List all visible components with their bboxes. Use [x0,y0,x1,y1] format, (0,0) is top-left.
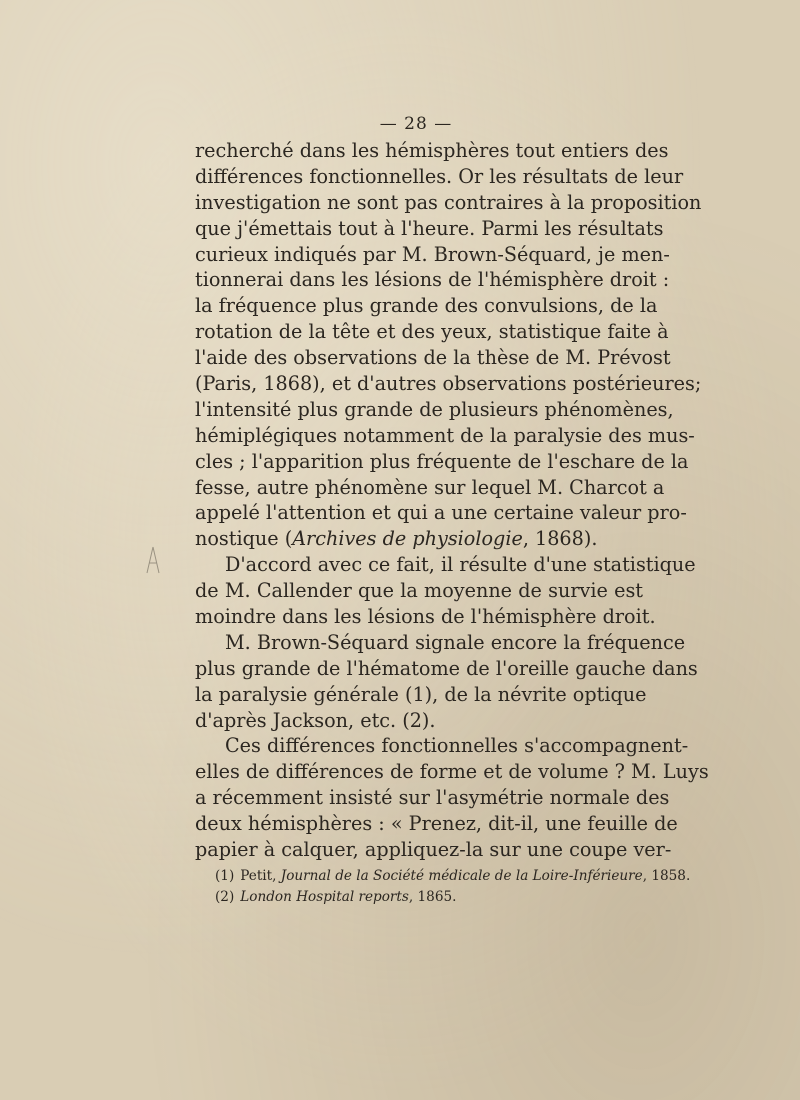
footnote-title: London Hospital reports [240,889,409,905]
text-line: M. Brown-Séquard signale encore la fréquence [225,630,686,654]
text-line: moindre dans les lésions de l'hémisphère droit. [195,605,656,629]
footnote-number: (1) [215,868,235,884]
text-line: différences fonctionnelles. Or les résultats de leur [195,164,684,188]
text-line: investigation ne sont pas contraires à la proposition [195,190,702,214]
text-line: hémiplégiques notamment de la paralysie des mus- [195,423,695,447]
text-line: tionnerai dans les lésions de l'hémisphère droit : [195,268,670,292]
text-span: , 1868). [522,527,598,551]
footnote-title: Journal de la Société médicale de la Loire-Inférieure [280,868,643,884]
text-line: D'accord avec ce fait, il résulte d'une statistique [225,553,696,577]
text-line: rotation de la tête et des yeux, statistique faite à [195,320,669,344]
footnote-author: Petit, [240,868,277,884]
text-line: curieux indiqués par M. Brown-Séquard, je men- [195,242,670,266]
text-line: cles ; l'apparition plus fréquente de l'eschare de la [195,449,689,473]
text-line: papier à calquer, appliquez-la sur une coupe ver- [195,838,672,862]
text-line: de M. Callender que la moyenne de survie est [195,579,643,603]
text-line: appelé l'attention et qui a une certaine valeur pro- [195,501,687,525]
text-line: (Paris, 1868), et d'autres observations postérieures; [195,372,702,396]
text-line: plus grande de l'hématome de l'oreille gauche dans [195,656,698,680]
footnote-number: (2) [215,889,235,905]
footnotes [215,866,691,908]
text-line: d'après Jackson, etc. (2). [195,708,436,732]
footnote [215,887,645,908]
journal-title: Archives de physiologie [292,527,523,551]
footnote-rest: , 1865. [408,889,457,905]
text-span: nostique ( [195,527,293,551]
margin-pencil-mark-icon [143,545,163,575]
main-text [195,138,709,863]
text-line: l'aide des observations de la thèse de M. Prévost [195,346,671,370]
text-line: la paralysie générale (1), de la névrite optique [195,682,647,706]
text-line: Ces différences fonctionnelles s'accompagnent- [225,734,689,758]
footnote [215,866,691,887]
text-line: que j'émettais tout à l'heure. Parmi les résultats [195,216,664,240]
text-line: elles de différences de forme et de volume ? M. Luys [195,760,709,784]
text-line: la fréquence plus grande des convulsions, de la [195,294,658,318]
page-number: — 28 — [379,114,453,134]
text-line: fesse, autre phénomène sur lequel M. Charcot a [195,475,665,499]
text-line: a récemment insisté sur l'asymétrie normale des [195,786,670,810]
text-line [195,526,643,552]
text-line: l'intensité plus grande de plusieurs phénomènes, [195,397,674,421]
text-line: deux hémisphères : « Prenez, dit-il, une feuille de [195,812,678,836]
text-line: recherché dans les hémisphères tout entiers des [195,139,669,162]
footnote-rest: , 1858. [642,868,691,884]
